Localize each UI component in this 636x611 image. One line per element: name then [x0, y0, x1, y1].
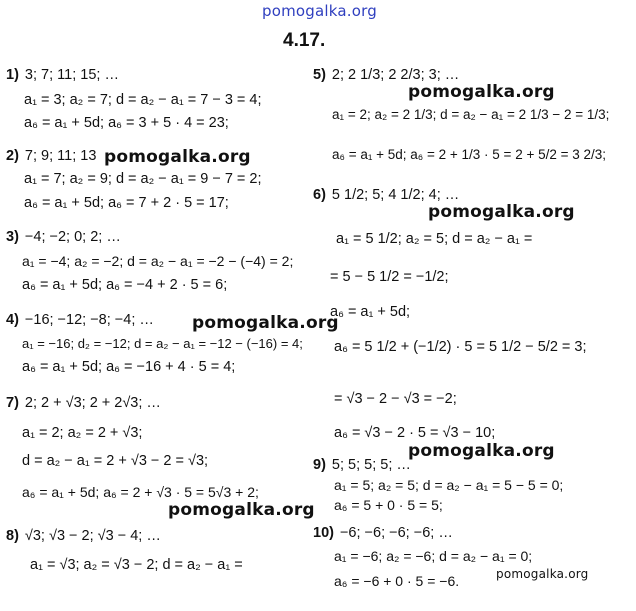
- problem-number: 3): [6, 229, 19, 245]
- sequence-text: −4; −2; 0; 2; …: [24, 229, 121, 245]
- problem-7-line-3: a₆ = a₁ + 5d; a₆ = 2 + √3 · 5 = 5√3 + 2;: [22, 484, 259, 500]
- watermark: pomogalka.org: [104, 147, 251, 167]
- problem-3-line-1: a₁ = −4; a₂ = −2; d = a₂ − a₁ = −2 − (−4) = 2;: [22, 253, 294, 269]
- problem-10-line-2: a₆ = −6 + 0 · 5 = −6.: [334, 573, 460, 589]
- watermark: pomogalka.org: [496, 567, 589, 581]
- sequence-text: √3; √3 − 2; √3 − 4; …: [24, 528, 161, 544]
- problem-7-line-2: d = a₂ − a₁ = 2 + √3 − 2 = √3;: [22, 453, 209, 469]
- problem-2-sequence: [6, 147, 96, 165]
- problem-9-line-1: a₁ = 5; a₂ = 5; d = a₂ − a₁ = 5 − 5 = 0;: [334, 477, 564, 493]
- problem-number: 4): [6, 312, 19, 328]
- problem-5-line-1: a₁ = 2; a₂ = 2 1/3; d = a₂ − a₁ = 2 1/3 − 2 = 1/3;: [332, 107, 610, 122]
- problem-5-line-2: a₆ = a₁ + 5d; a₆ = 2 + 1/3 · 5 = 2 + 5/2 = 3 2/3;: [332, 147, 607, 162]
- problem-8-continuation-1: = √3 − 2 − √3 = −2;: [334, 391, 457, 407]
- problem-number: 6): [313, 187, 326, 203]
- problem-8-continuation-2: a₆ = √3 − 2 · 5 = √3 − 10;: [334, 425, 496, 441]
- problem-number: 1): [6, 67, 19, 83]
- watermark: pomogalka.org: [428, 202, 575, 222]
- problem-1-line-2: a₆ = a₁ + 5d; a₆ = 3 + 5 · 4 = 23;: [24, 115, 229, 131]
- sequence-text: −6; −6; −6; −6; …: [339, 525, 453, 541]
- watermark: pomogalka.org: [168, 500, 315, 520]
- problem-number: 2): [6, 148, 19, 164]
- problem-1-line-1: a₁ = 3; a₂ = 7; d = a₂ − a₁ = 7 − 3 = 4;: [24, 92, 262, 108]
- sequence-text: 7; 9; 11; 13: [24, 148, 97, 164]
- problem-4-line-2: a₆ = a₁ + 5d; a₆ = −16 + 4 · 5 = 4;: [22, 359, 236, 375]
- sequence-text: 3; 7; 11; 15; …: [24, 67, 119, 83]
- problem-number: 7): [6, 395, 19, 411]
- problem-3-sequence: [6, 228, 121, 246]
- problem-4-sequence: [6, 311, 154, 329]
- sequence-text: 5 1/2; 5; 4 1/2; 4; …: [331, 187, 460, 203]
- problem-10-line-1: a₁ = −6; a₂ = −6; d = a₂ − a₁ = 0;: [334, 548, 533, 564]
- problem-number: 8): [6, 528, 19, 544]
- problem-10-sequence: [313, 524, 453, 542]
- problem-7-sequence: [6, 394, 161, 412]
- problem-number: 9): [313, 457, 326, 473]
- problem-3-line-2: a₆ = a₁ + 5d; a₆ = −4 + 2 · 5 = 6;: [22, 277, 228, 293]
- problem-6-line-1: a₁ = 5 1/2; a₂ = 5; d = a₂ − a₁ =: [336, 231, 533, 247]
- problem-8-sequence: [6, 527, 161, 545]
- sequence-text: 5; 5; 5; 5; …: [331, 457, 411, 473]
- watermark: pomogalka.org: [408, 82, 555, 102]
- sequence-text: 2; 2 + √3; 2 + 2√3; …: [24, 395, 161, 411]
- problem-7-line-1: a₁ = 2; a₂ = 2 + √3;: [22, 425, 143, 441]
- problem-number: 10): [313, 525, 334, 541]
- problem-2-line-1: a₁ = 7; a₂ = 9; d = a₂ − a₁ = 9 − 7 = 2;: [24, 171, 262, 187]
- problem-2-line-2: a₆ = a₁ + 5d; a₆ = 7 + 2 · 5 = 17;: [24, 195, 229, 211]
- problem-6-line-4: a₆ = 5 1/2 + (−1/2) · 5 = 5 1/2 − 5/2 = 3;: [334, 339, 587, 355]
- watermark: pomogalka.org: [192, 313, 339, 333]
- problem-8-line-1: a₁ = √3; a₂ = √3 − 2; d = a₂ − a₁ =: [30, 557, 243, 573]
- problem-9-line-2: a₆ = 5 + 0 · 5 = 5;: [334, 497, 443, 513]
- problem-9-sequence: [313, 456, 411, 474]
- watermark: pomogalka.org: [408, 441, 555, 461]
- problem-4-line-1: a₁ = −16; d₂ = −12; d = a₂ − a₁ = −12 − (−16) = 4;: [22, 336, 303, 351]
- watermark-top: pomogalka.org: [262, 2, 377, 20]
- exercise-title: 4.17.: [283, 30, 326, 51]
- sequence-text: −16; −12; −8; −4; …: [24, 312, 154, 328]
- problem-6-line-3: a₆ = a₁ + 5d;: [330, 304, 411, 320]
- problem-number: 5): [313, 67, 326, 83]
- sequence-text: 2; 2 1/3; 2 2/3; 3; …: [331, 67, 460, 83]
- problem-6-line-2: = 5 − 5 1/2 = −1/2;: [330, 269, 449, 285]
- problem-1-sequence: [6, 66, 119, 84]
